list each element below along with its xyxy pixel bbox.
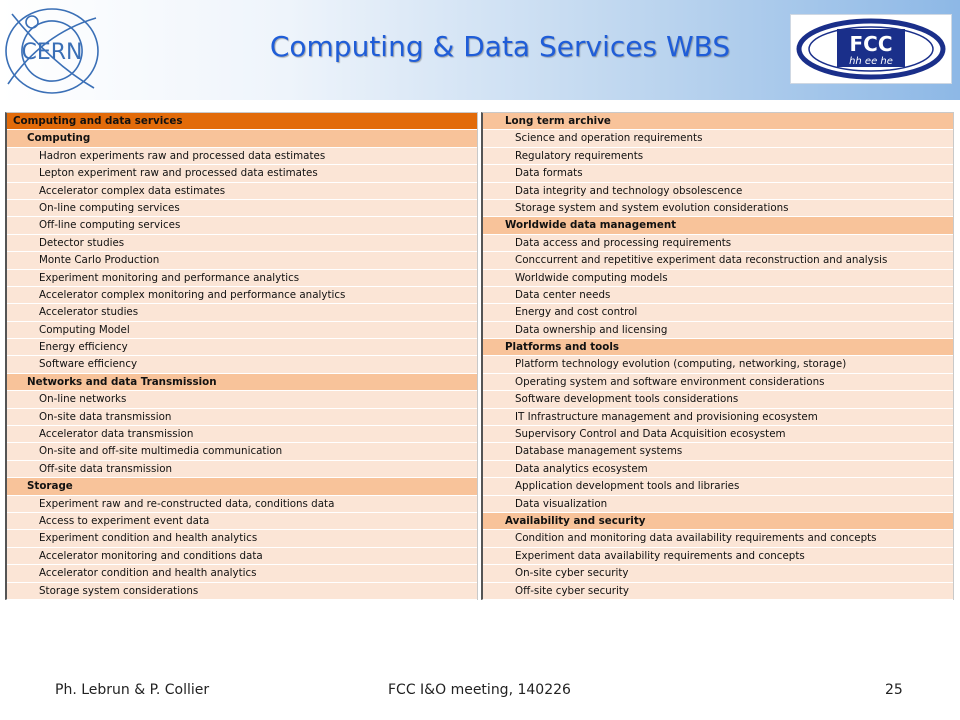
list-item: Experiment monitoring and performance analytics [7,270,477,287]
list-item: IT Infrastructure management and provisioning ecosystem [483,409,953,426]
section-platforms-and-tools: Platforms and tools [483,339,953,356]
list-item: Lepton experiment raw and processed data estimates [7,165,477,182]
section-worldwide-data-management: Worldwide data management [483,217,953,234]
list-item: Data integrity and technology obsolescence [483,183,953,200]
list-item: Data ownership and licensing [483,322,953,339]
list-item: On-line computing services [7,200,477,217]
list-item: Energy and cost control [483,304,953,321]
cern-logo [2,4,102,98]
svg-text:CERN: CERN [21,40,83,65]
list-item: Monte Carlo Production [7,252,477,269]
list-item: Experiment raw and re-constructed data, conditions data [7,496,477,513]
list-item: Data center needs [483,287,953,304]
section-availability-and-security: Availability and security [483,513,953,530]
list-item: Energy efficiency [7,339,477,356]
list-item: Condition and monitoring data availability requirements and concepts [483,530,953,547]
right-wbs-table [481,112,954,600]
page-number: 25 [885,682,903,698]
list-item: Data analytics ecosystem [483,461,953,478]
list-item: Software efficiency [7,356,477,373]
list-item: Access to experiment event data [7,513,477,530]
page-title: Computing & Data Services WBS [269,30,731,63]
left-wbs-table [5,112,478,600]
list-item: Data visualization [483,496,953,513]
list-item: Detector studies [7,235,477,252]
list-item: Accelerator complex data estimates [7,183,477,200]
section-computing: Computing [7,130,477,147]
list-item: Experiment data availability requirements and concepts [483,548,953,565]
list-item: Off-line computing services [7,217,477,234]
footer-meeting: FCC I&O meeting, 140226 [388,682,571,698]
list-item: Off-site data transmission [7,461,477,478]
list-item: Database management systems [483,443,953,460]
list-item: On-site data transmission [7,409,477,426]
list-item: On-site cyber security [483,565,953,582]
list-item: Platform technology evolution (computing, networking, storage) [483,356,953,373]
list-item: Data formats [483,165,953,182]
list-item: Software development tools considerations [483,391,953,408]
section-long-term-archive: Long term archive [483,113,953,130]
list-item: Application development tools and libraries [483,478,953,495]
list-item: Data access and processing requirements [483,235,953,252]
list-item: Off-site cyber security [483,583,953,600]
list-item: Conccurrent and repetitive experiment data reconstruction and analysis [483,252,953,269]
list-item: Supervisory Control and Data Acquisition ecosystem [483,426,953,443]
list-item: Accelerator condition and health analytics [7,565,477,582]
list-item: Accelerator studies [7,304,477,321]
list-item: Worldwide computing models [483,270,953,287]
list-item: Operating system and software environment considerations [483,374,953,391]
section-networks: Networks and data Transmission [7,374,477,391]
section-storage: Storage [7,478,477,495]
list-item: On-line networks [7,391,477,408]
list-item: Accelerator data transmission [7,426,477,443]
footer-author: Ph. Lebrun & P. Collier [55,682,210,698]
svg-text:FCC: FCC [849,32,893,56]
fcc-logo [790,14,952,84]
list-item: Storage system and system evolution considerations [483,200,953,217]
list-item: Regulatory requirements [483,148,953,165]
table-top-header: Computing and data services [7,113,477,130]
svg-text:hh ee he: hh ee he [849,56,893,67]
list-item: Experiment condition and health analytics [7,530,477,547]
list-item: Hadron experiments raw and processed data estimates [7,148,477,165]
list-item: Accelerator complex monitoring and performance analytics [7,287,477,304]
list-item: Computing Model [7,322,477,339]
list-item: Storage system considerations [7,583,477,600]
list-item: On-site and off-site multimedia communication [7,443,477,460]
list-item: Science and operation requirements [483,130,953,147]
list-item: Accelerator monitoring and conditions data [7,548,477,565]
